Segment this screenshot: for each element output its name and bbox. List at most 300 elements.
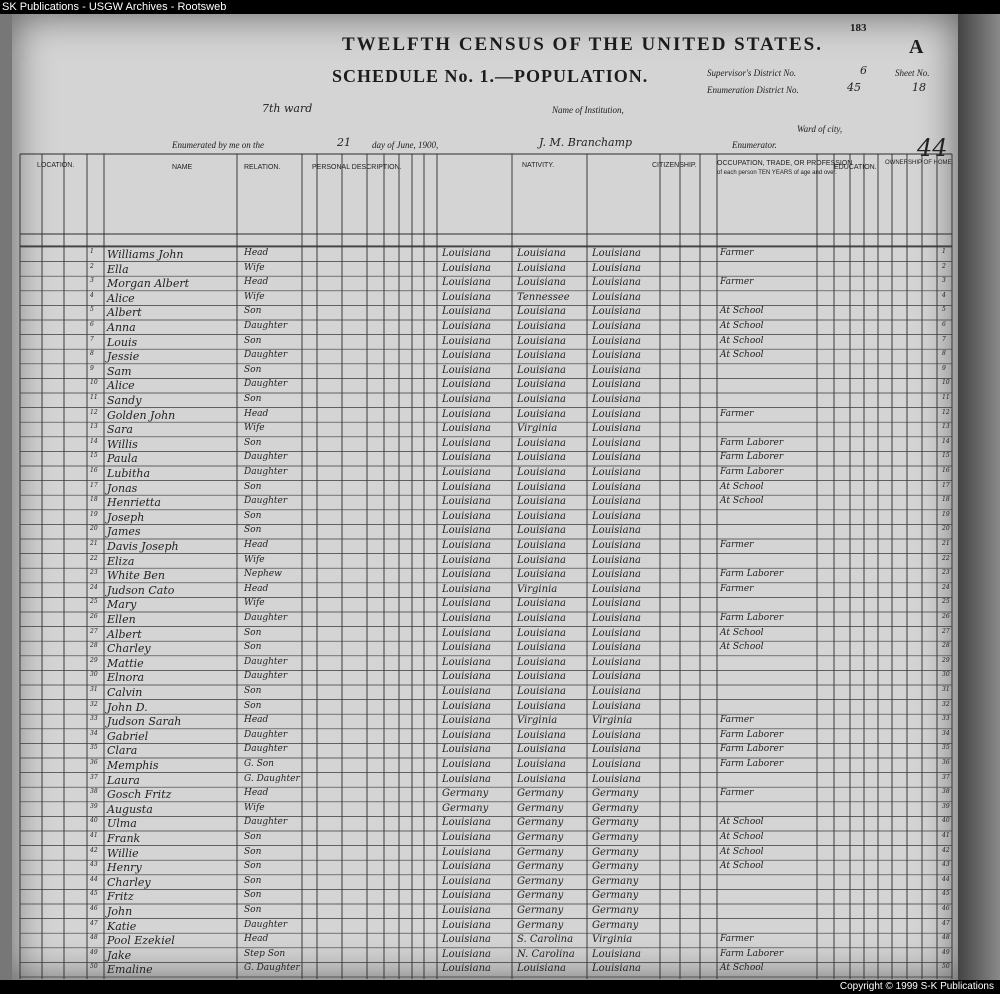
mother-birthplace-cell: Louisiana [592,335,641,347]
mother-birthplace-cell: Louisiana [592,291,641,303]
row-number-right: 27 [942,627,950,635]
birthplace-cell: Louisiana [442,817,491,829]
row-number-right: 49 [942,948,950,956]
name-cell: Albert [107,627,142,641]
mother-birthplace-cell: Louisiana [592,467,641,478]
name-cell: Mary [107,598,137,612]
table-row [12,598,958,612]
row-number-right: 15 [942,452,950,460]
relation-cell: Son [244,525,262,536]
table-row [12,482,958,496]
father-birthplace-cell: Germany [517,817,564,829]
table-row [12,920,958,934]
row-number-right: 44 [942,875,950,883]
relation-cell: Son [244,481,262,492]
row-number-right: 35 [942,744,950,752]
table-row [12,876,958,890]
row-number-right: 50 [942,963,950,971]
row-number: 17 [90,481,98,489]
mother-birthplace-cell: Germany [592,802,639,814]
birthplace-cell: Louisiana [442,496,491,508]
father-birthplace-cell: Virginia [517,423,558,435]
relation-cell: Wife [244,423,265,434]
table-row [12,774,958,788]
row-number: 34 [90,729,98,737]
table-row [12,569,958,583]
name-cell: Willis [107,437,138,451]
table-row [12,686,958,700]
table-row [12,832,958,846]
father-birthplace-cell: Louisiana [517,277,566,289]
occupation-cell: At School [720,306,764,317]
mother-birthplace-cell: Louisiana [592,583,641,595]
birthplace-cell: Louisiana [442,291,491,303]
mother-birthplace-cell: Louisiana [592,437,641,449]
relation-cell: Daughter [244,350,288,361]
row-number: 25 [90,598,98,606]
table-row [12,949,958,963]
row-number: 45 [90,890,98,898]
birthplace-cell: Louisiana [442,773,491,785]
birthplace-cell: Louisiana [442,408,491,420]
occupation-cell: Farmer [720,540,754,550]
table-row [12,336,958,350]
father-birthplace-cell: Germany [517,890,564,902]
mother-birthplace-cell: Louisiana [592,379,641,391]
row-number-right: 4 [942,291,946,299]
birthplace-cell: Louisiana [442,875,491,887]
name-cell: Judson Sarah [107,715,182,729]
mother-birthplace-cell: Louisiana [592,729,641,741]
relation-cell: Daughter [244,321,288,331]
birthplace-cell: Louisiana [442,642,491,654]
row-number: 3 [90,277,94,285]
occupation-cell: Farmer [720,408,754,419]
day-label: day of June, 1900, [372,140,439,150]
row-number: 8 [90,350,94,358]
row-number-right: 26 [942,613,950,620]
row-number-right: 10 [942,379,950,387]
row-number-right: 9 [942,364,946,372]
row-number-right: 38 [942,788,950,796]
father-birthplace-cell: Louisiana [517,613,566,624]
row-number-right: 41 [942,832,950,839]
row-number: 28 [90,642,98,650]
birthplace-cell: Louisiana [442,583,491,595]
father-birthplace-cell: Louisiana [517,656,566,668]
table-row [12,963,958,977]
birthplace-cell: Louisiana [442,963,491,975]
enumeration-value: 45 [847,81,861,94]
table-row [12,642,958,656]
row-number: 44 [90,875,98,883]
col-education: EDUCATION. [834,164,877,171]
mother-birthplace-cell: Germany [592,861,639,873]
father-birthplace-cell: Louisiana [517,773,566,785]
father-birthplace-cell: Germany [517,802,564,814]
relation-cell: Head [244,715,269,726]
birthplace-cell: Louisiana [442,627,491,639]
day-value: 21 [337,136,351,149]
table-row [12,861,958,875]
mother-birthplace-cell: Germany [592,817,639,829]
row-number-right: 45 [942,890,950,898]
father-birthplace-cell: Louisiana [517,467,566,478]
row-number-right: 25 [942,598,950,606]
row-number-right: 43 [942,861,950,869]
mother-birthplace-cell: Louisiana [592,759,641,770]
mother-birthplace-cell: Virginia [592,715,633,727]
row-number-right: 14 [942,437,950,445]
birthplace-cell: Louisiana [442,832,491,843]
occupation-cell: Farmer [720,934,754,945]
name-cell: Morgan Albert [107,277,190,291]
occupation-cell: Farm Laborer [720,452,784,463]
name-cell: Willie [107,846,139,860]
father-birthplace-cell: S. Carolina [517,934,574,946]
name-cell: Sam [107,364,132,378]
mother-birthplace-cell: Germany [592,846,639,858]
row-number: 36 [90,759,98,766]
table-row [12,847,958,861]
mother-birthplace-cell: Louisiana [592,686,641,697]
row-number: 6 [90,321,94,328]
father-birthplace-cell: Germany [517,861,564,873]
table-row [12,467,958,481]
relation-cell: Head [244,277,269,288]
birthplace-cell: Louisiana [442,613,491,624]
name-cell: Ella [107,262,129,276]
name-cell: Eliza [107,554,135,568]
relation-cell: Son [244,335,262,346]
birthplace-cell: Louisiana [442,686,491,697]
row-number: 18 [90,496,98,504]
relation-cell: Wife [244,554,265,565]
row-number-right: 7 [942,335,946,343]
row-number: 10 [90,379,98,387]
name-cell: Jonas [107,481,138,495]
name-cell: James [107,525,141,539]
relation-cell: Daughter [244,496,288,507]
table-row [12,511,958,525]
census-title: TWELFTH CENSUS OF THE UNITED STATES. [342,34,823,55]
table-row [12,321,958,335]
col-citizenship: CITIZENSHIP. [652,162,697,169]
father-birthplace-cell: Louisiana [517,554,566,566]
row-number-right: 47 [942,919,950,927]
row-number: 50 [90,963,98,971]
birthplace-cell: Louisiana [442,452,491,464]
occupation-cell: Farmer [720,583,754,594]
row-number-right: 21 [942,540,950,547]
relation-cell: Daughter [244,744,288,755]
row-number-right: 48 [942,934,950,942]
row-number: 15 [90,452,98,460]
relation-cell: Head [244,583,269,594]
birthplace-cell: Germany [442,788,489,800]
birthplace-cell: Louisiana [442,598,491,610]
name-cell: Lubitha [107,467,151,480]
name-cell: Golden John [107,408,176,422]
row-number-right: 23 [942,569,950,577]
birthplace-cell: Louisiana [442,481,491,493]
occupation-cell: At School [720,335,764,346]
birthplace-cell: Louisiana [442,510,491,522]
father-birthplace-cell: Germany [517,846,564,858]
mother-birthplace-cell: Louisiana [592,321,641,332]
birthplace-cell: Louisiana [442,715,491,727]
mother-birthplace-cell: Louisiana [592,277,641,289]
table-row [12,525,958,539]
row-number: 29 [90,656,98,664]
mother-birthplace-cell: Louisiana [592,642,641,654]
row-number: 20 [90,525,98,533]
table-row [12,759,958,773]
row-number-right: 29 [942,656,950,664]
father-birthplace-cell: Louisiana [517,744,566,756]
row-number-right: 11 [942,394,950,401]
name-cell: Judson Cato [107,583,175,597]
occupation-cell: At School [720,481,764,492]
relation-cell: Son [244,875,262,886]
table-row [12,628,958,642]
father-birthplace-cell: Louisiana [517,963,566,975]
table-row [12,657,958,671]
relation-cell: G. Son [244,759,274,769]
mother-birthplace-cell: Louisiana [592,350,641,362]
table-row [12,817,958,831]
row-number: 46 [90,905,98,912]
row-number-right: 30 [942,671,950,679]
row-number-right: 5 [942,306,946,314]
name-cell: Clara [107,744,138,758]
row-number-right: 40 [942,817,950,825]
father-birthplace-cell: Germany [517,788,564,800]
name-cell: Henry [107,861,142,875]
relation-cell: Daughter [244,817,288,828]
birthplace-cell: Louisiana [442,890,491,902]
birthplace-cell: Louisiana [442,437,491,449]
mother-birthplace-cell: Louisiana [592,452,641,464]
enumerated-label: Enumerated by me on the [172,140,264,150]
supervisor-value: 6 [860,64,867,77]
birthplace-cell: Louisiana [442,525,491,537]
mother-birthplace-cell: Louisiana [592,598,641,610]
row-number: 49 [90,948,98,956]
relation-cell: Daughter [244,379,288,390]
name-cell: Augusta [107,802,153,816]
name-cell: Anna [107,321,136,334]
birthplace-cell: Louisiana [442,569,491,581]
father-birthplace-cell: Germany [517,919,564,931]
row-number: 23 [90,569,98,577]
mother-birthplace-cell: Louisiana [592,248,641,259]
relation-cell: Wife [244,598,265,609]
father-birthplace-cell: Louisiana [517,671,566,683]
name-cell: Gabriel [107,729,149,743]
name-cell: Pool Ezekiel [107,934,175,948]
name-cell: Alice [107,291,135,305]
birthplace-cell: Louisiana [442,671,491,683]
col-name: NAME [172,164,193,171]
row-number-right: 6 [942,321,946,328]
table-row [12,701,958,715]
row-number: 31 [90,686,98,693]
father-birthplace-cell: Louisiana [517,510,566,522]
birthplace-cell: Louisiana [442,467,491,478]
relation-cell: Daughter [244,656,288,667]
mother-birthplace-cell: Louisiana [592,481,641,493]
table-row [12,263,958,277]
row-number: 37 [90,773,98,781]
row-number-right: 36 [942,759,950,766]
relation-cell: Son [244,686,262,696]
name-cell: Paula [107,452,138,466]
table-row [12,671,958,685]
watermark-bar [0,0,1000,14]
mother-birthplace-cell: Germany [592,905,639,916]
occupation-cell: At School [720,350,764,361]
mother-birthplace-cell: Virginia [592,934,633,946]
table-row [12,555,958,569]
occupation-cell: Farm Laborer [720,569,784,580]
mother-birthplace-cell: Louisiana [592,613,641,624]
relation-cell: Head [244,408,269,419]
table-row [12,438,958,452]
father-birthplace-cell: Louisiana [517,525,566,537]
table-row [12,788,958,802]
mother-birthplace-cell: Louisiana [592,510,641,522]
copyright-text: Copyright © 1999 S-K Publications [839,981,994,992]
mother-birthplace-cell: Germany [592,788,639,800]
mother-birthplace-cell: Louisiana [592,948,641,960]
occupation-cell: Farm Laborer [720,744,784,755]
row-number-right: 13 [942,423,950,431]
row-number-right: 12 [942,408,950,416]
ward-handwritten: 7th ward [262,102,313,115]
row-number-right: 24 [942,583,950,591]
name-cell: Ulma [107,817,137,831]
relation-cell: G. Daughter [244,773,300,784]
name-cell: Louis [107,335,138,349]
father-birthplace-cell: Louisiana [517,321,566,332]
row-number: 14 [90,437,98,445]
birthplace-cell: Louisiana [442,905,491,916]
birthplace-cell: Louisiana [442,846,491,858]
relation-cell: Son [244,890,262,901]
row-number: 9 [90,364,94,372]
relation-cell: Son [244,627,262,638]
row-number-right: 20 [942,525,950,533]
name-cell: Mattie [107,656,144,670]
birthplace-cell: Louisiana [442,700,491,712]
col-occupation: OCCUPATION, TRADE, OR PROFESSION [717,160,853,167]
father-birthplace-cell: Louisiana [517,408,566,420]
table-row [12,613,958,627]
mother-birthplace-cell: Louisiana [592,525,641,537]
name-cell: Sara [107,423,133,437]
row-number-right: 28 [942,642,950,650]
row-number-right: 37 [942,773,950,781]
father-birthplace-cell: N. Carolina [517,948,575,960]
row-number: 41 [90,832,98,839]
father-birthplace-cell: Louisiana [517,379,566,391]
father-birthplace-cell: Germany [517,875,564,887]
row-number: 4 [90,291,94,299]
occupation-cell: At School [720,642,764,653]
row-number: 16 [90,467,98,474]
table-row [12,744,958,758]
table-row [12,379,958,393]
father-birthplace-cell: Louisiana [517,540,566,551]
name-cell: Joseph [107,510,145,524]
col-occupation-sub: of each person TEN YEARS of age and over. [717,170,837,176]
institution-label: Name of Institution, [552,105,624,115]
row-number: 48 [90,934,98,942]
enumerator-name: J. M. Branchamp [539,136,633,149]
birthplace-cell: Louisiana [442,335,491,347]
name-cell: Elnora [107,671,145,685]
occupation-cell: Farm Laborer [720,437,784,448]
relation-cell: Daughter [244,671,288,682]
name-cell: Jessie [107,350,140,364]
row-number: 35 [90,744,98,752]
ward-label: Ward of city, [797,124,843,134]
relation-cell: Son [244,510,262,521]
row-number: 42 [90,846,98,854]
name-cell: Davis Joseph [107,540,179,553]
name-cell: Sandy [107,394,142,407]
row-number: 27 [90,627,98,635]
table-row [12,277,958,291]
birthplace-cell: Louisiana [442,554,491,566]
birthplace-cell: Louisiana [442,934,491,946]
father-birthplace-cell: Louisiana [517,437,566,449]
father-birthplace-cell: Louisiana [517,686,566,697]
row-number-right: 17 [942,481,950,489]
occupation-cell: Farm Laborer [720,759,784,769]
name-cell: Emaline [107,963,153,977]
occupation-cell: At School [720,832,764,842]
birthplace-cell: Louisiana [442,262,491,274]
name-cell: Frank [107,832,141,845]
table-row [12,934,958,948]
mother-birthplace-cell: Louisiana [592,394,641,405]
row-number-right: 2 [942,262,946,270]
occupation-cell: At School [720,627,764,638]
name-cell: Katie [107,919,137,933]
sheet-letter: A [909,36,924,58]
birthplace-cell: Germany [442,802,489,814]
father-birthplace-cell: Louisiana [517,350,566,362]
name-cell: John D. [107,700,148,714]
row-number-right: 33 [942,715,950,723]
census-sheet [12,14,958,980]
birthplace-cell: Louisiana [442,919,491,931]
relation-cell: Step Son [244,948,286,959]
row-number: 19 [90,510,98,518]
birthplace-cell: Louisiana [442,656,491,668]
father-birthplace-cell: Germany [517,905,564,916]
name-cell: Ellen [107,613,136,626]
row-number: 47 [90,919,98,927]
birthplace-cell: Louisiana [442,423,491,435]
name-cell: Charley [107,642,151,656]
mother-birthplace-cell: Louisiana [592,262,641,274]
row-number: 24 [90,583,98,591]
father-birthplace-cell: Louisiana [517,759,566,770]
relation-cell: Daughter [244,729,288,740]
